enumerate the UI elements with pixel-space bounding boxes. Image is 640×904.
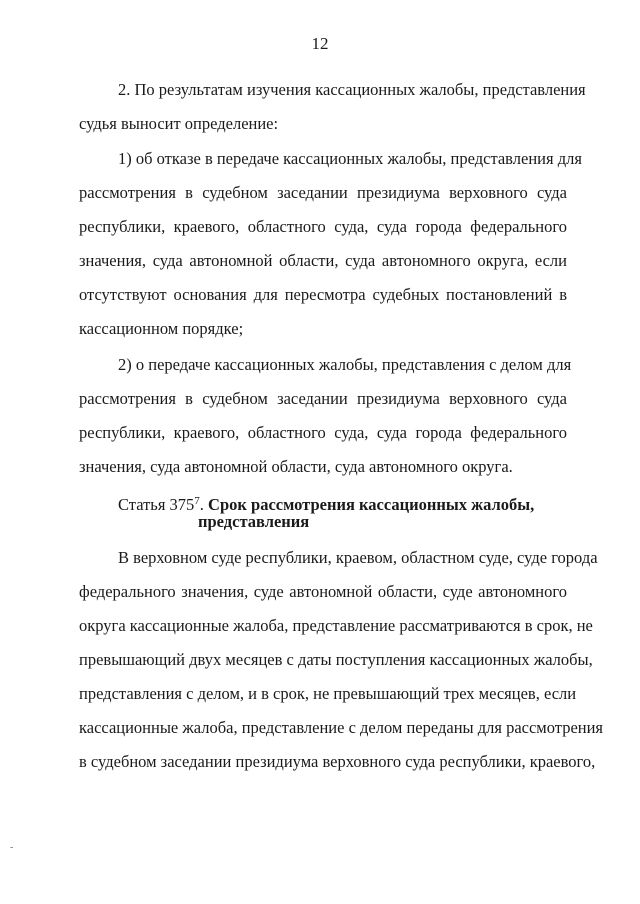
paragraph-2-line-2: рассмотрения в судебном заседании президиума верховного суда (79, 183, 567, 202)
paragraph-3-line-1: 2) о передаче кассационных жалобы, представления с делом для (118, 355, 572, 374)
paragraph-2-line-4: значения, суда автономной области, суда автономного округа, если (79, 251, 567, 270)
paragraph-1-line-1: 2. По результатам изучения кассационных жалобы, представления (118, 80, 586, 99)
article-body-line-6: кассационные жалоба, представление с делом переданы для рассмотрения (79, 718, 604, 737)
article-body-line-3: округа кассационные жалоба, представление рассматриваются в срок, не (79, 616, 593, 635)
paragraph-3-line-2: рассмотрения в судебном заседании президиума верховного суда (79, 389, 567, 408)
paragraph-2-line-1: 1) об отказе в передаче кассационных жалобы, представления для (118, 149, 582, 168)
paragraph-3-line-3: республики, краевого, областного суда, суда города федерального (79, 423, 567, 442)
paragraph-2-line-5: отсутствуют основания для пересмотра судебных постановлений в (79, 285, 567, 304)
article-title-continuation: представления (198, 512, 310, 531)
article-body-line-7: в судебном заседании президиума верховного суда республики, краевого, (79, 752, 596, 771)
paragraph-2-line-3: республики, краевого, областного суда, суда города федерального (79, 217, 567, 236)
paragraph-1-line-2: судья выносит определение: (79, 114, 279, 133)
page-number: 12 (311, 34, 329, 53)
article-title: Срок рассмотрения кассационных жалобы, (208, 495, 535, 514)
article-label: Статья 375 (118, 495, 195, 514)
article-body-line-2: федерального значения, суде автономной области, суде автономного (79, 582, 567, 601)
paragraph-3-line-4: значения, суда автономной области, суда автономного округа. (79, 457, 513, 476)
article-body-line-5: представления с делом, и в срок, не превышающий трех месяцев, если (79, 684, 577, 703)
article-body-line-1: В верховном суде республики, краевом, областном суде, суде города (118, 548, 598, 567)
paragraph-2-line-6: кассационном порядке; (79, 319, 244, 338)
margin-mark: - (10, 842, 14, 853)
article-heading: Статья $375^7$. Срок рассмотрения кассационных жалобы, (118, 495, 535, 514)
article-superscript: 7 (194, 495, 200, 507)
article-body-line-4: превышающий двух месяцев с даты поступления кассационных жалобы, (79, 650, 593, 669)
